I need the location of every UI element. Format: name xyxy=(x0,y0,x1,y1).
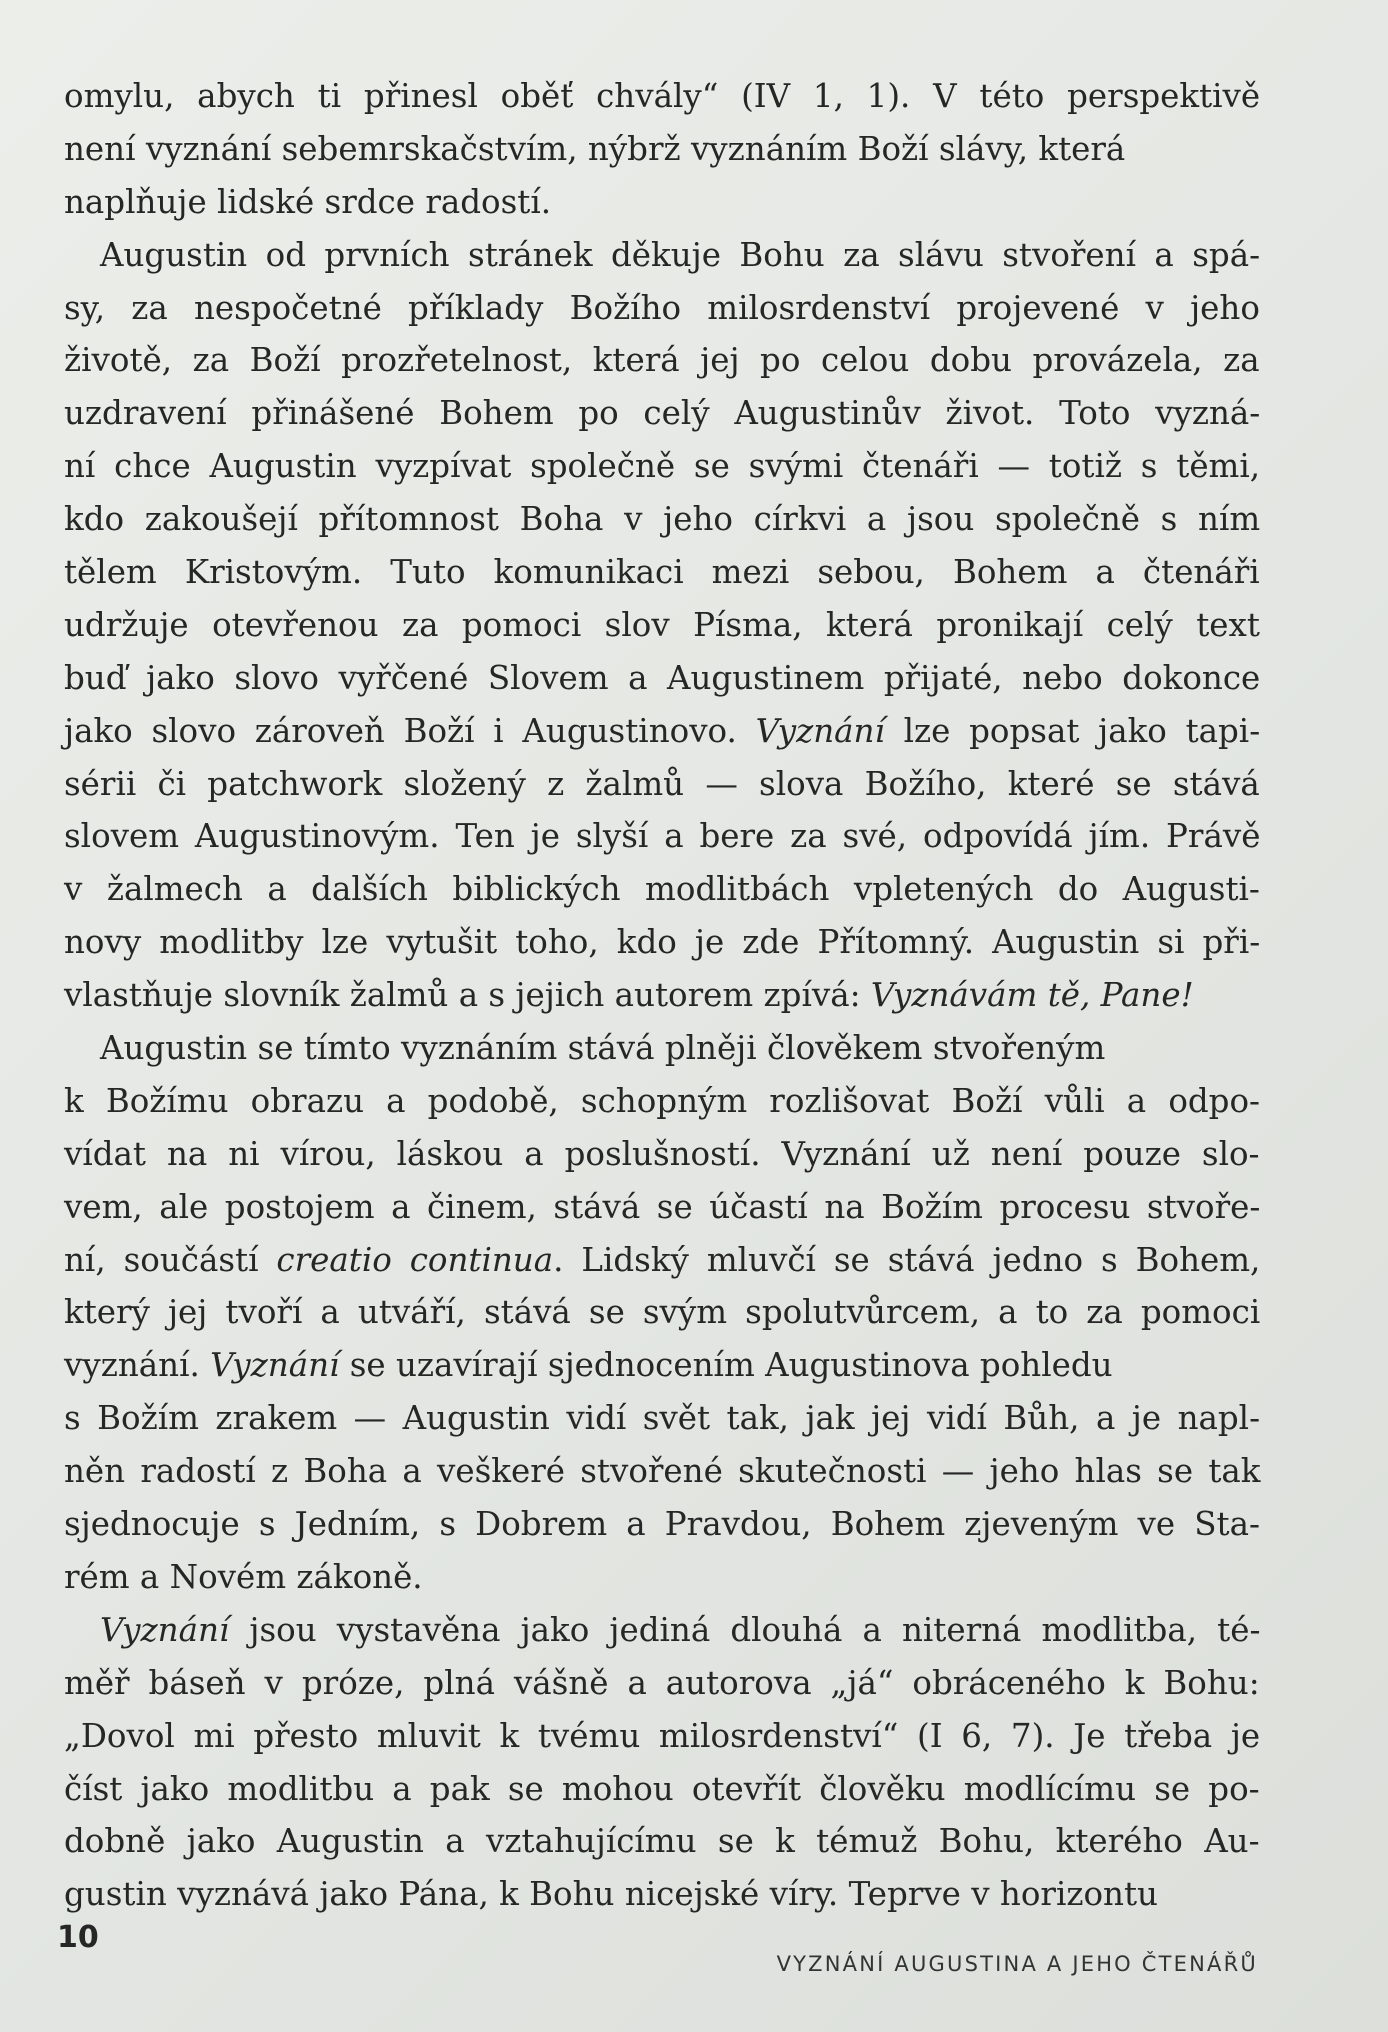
text-line xyxy=(64,652,1260,705)
text-segment: naplňuje lidské srdce radostí. xyxy=(64,182,552,221)
text-line xyxy=(64,1815,1260,1868)
text-line xyxy=(64,810,1260,863)
text-line xyxy=(64,1181,1260,1234)
text-segment: gustin vyznává jako Pána, k Bohu nicejské víry. Teprve v horizontu xyxy=(64,1875,1158,1914)
text-segment: sy, za nespočetné příklady Božího milosrdenství projevené v jeho xyxy=(64,288,1260,327)
text-line xyxy=(64,1657,1260,1710)
body-text xyxy=(64,70,1260,1921)
text-segment: novy modlitby lze vytušit toho, kdo je zde Přítomný. Augustin si při- xyxy=(64,923,1261,962)
text-line xyxy=(64,1128,1260,1181)
text-line xyxy=(64,387,1260,440)
text-line xyxy=(64,70,1260,123)
text-line xyxy=(64,599,1260,652)
page-number: 10 xyxy=(57,1920,99,1955)
text-segment: který jej tvoří a utváří, stává se svým spolutvůrcem, a to za pomoci xyxy=(64,1293,1261,1332)
text-line xyxy=(64,546,1260,599)
text-segment: ní chce Augustin vyzpívat společně se svými čtenáři — totiž s těmi, xyxy=(64,447,1261,486)
italic-text: Vyznání xyxy=(100,1610,230,1649)
text-segment: . Lidský mluvčí se stává jedno s Bohem, xyxy=(553,1240,1261,1279)
text-segment: buď jako slovo vyřčené Slovem a Augustinem přijaté, nebo dokonce xyxy=(64,658,1261,697)
italic-text: Vyznání xyxy=(755,711,885,750)
text-segment: slovem Augustinovým. Ten je slyší a bere za své, odpovídá jím. Právě xyxy=(64,817,1261,856)
text-line xyxy=(64,969,1260,1022)
text-segment: „Dovol mi přesto mluvit k tvému milosrdenství“ (I 6, 7). Je třeba je xyxy=(64,1716,1261,1755)
text-segment: rém a Novém zákoně. xyxy=(64,1557,423,1596)
text-line xyxy=(64,176,1260,229)
text-segment: jako slovo zároveň Boží i Augustinovo. xyxy=(64,711,756,750)
text-line xyxy=(64,1339,1260,1392)
text-segment: životě, za Boží prozřetelnost, která jej po celou dobu provázela, za xyxy=(64,341,1260,380)
text-segment: ní, součástí xyxy=(64,1240,277,1279)
text-segment: sérii či patchwork složený z žalmů — slova Božího, které se stává xyxy=(64,764,1260,803)
text-line xyxy=(64,282,1260,335)
text-line xyxy=(64,493,1260,546)
text-segment: vídat na ni vírou, láskou a poslušností. Vyznání už není pouze slo- xyxy=(64,1134,1260,1173)
text-segment: udržuje otevřenou za pomoci slov Písma, která pronikají celý text xyxy=(64,605,1260,644)
text-segment: k Božímu obrazu a podobě, schopným rozlišovat Boží vůli a odpo- xyxy=(64,1081,1261,1120)
text-segment: lze popsat jako tapi- xyxy=(884,711,1261,750)
text-line xyxy=(64,1392,1260,1445)
text-line xyxy=(64,1286,1260,1339)
text-segment: není vyznání sebemrskačstvím, nýbrž vyznáním Boží slávy, která xyxy=(64,129,1126,168)
italic-text: creatio continua xyxy=(276,1240,554,1279)
text-segment: uzdravení přinášené Bohem po celý Augustinův život. Toto vyzná- xyxy=(64,394,1261,433)
text-segment: vlastňuje slovník žalmů a s jejich autorem zpívá: xyxy=(64,976,871,1015)
text-segment: se uzavírají sjednocením Augustinova pohledu xyxy=(339,1346,1113,1385)
paragraph xyxy=(64,1604,1260,1921)
text-segment: sjednocuje s Jedním, s Dobrem a Pravdou, Bohem zjeveným ve Sta- xyxy=(64,1505,1260,1544)
text-line xyxy=(64,1445,1260,1498)
text-line xyxy=(64,705,1260,758)
text-segment: s Božím zrakem — Augustin vidí svět tak, jak jej vidí Bůh, a je napl- xyxy=(64,1399,1261,1438)
text-line xyxy=(64,1604,1260,1657)
text-line xyxy=(64,334,1260,387)
italic-text: Vyznání xyxy=(210,1346,340,1385)
italic-text: Vyznávám tě, Pane! xyxy=(870,976,1194,1015)
text-segment: tělem Kristovým. Tuto komunikaci mezi sebou, Bohem a čtenáři xyxy=(64,553,1260,592)
text-line xyxy=(64,1551,1260,1604)
text-segment: měř báseň v próze, plná vášně a autorova „já“ obráceného k Bohu: xyxy=(64,1663,1260,1702)
text-line xyxy=(64,863,1260,916)
text-line xyxy=(64,123,1260,176)
text-segment: v žalmech a dalších biblických modlitbách vpletených do Augusti- xyxy=(64,870,1260,909)
text-line xyxy=(64,1234,1260,1287)
text-line xyxy=(64,1498,1260,1551)
text-line xyxy=(64,1022,1260,1075)
text-segment: Augustin se tímto vyznáním stává plněji člověkem stvořeným xyxy=(100,1029,1106,1068)
text-segment: Augustin od prvních stránek děkuje Bohu za slávu stvoření a spá- xyxy=(100,235,1261,274)
text-segment: omylu, abych ti přinesl oběť chvály“ (IV 1, 1). V této perspektivě xyxy=(64,77,1261,115)
text-line xyxy=(64,1868,1260,1921)
text-line xyxy=(64,229,1260,282)
text-segment: vem, ale postojem a činem, stává se účastí na Božím procesu stvoře- xyxy=(64,1187,1261,1226)
text-line xyxy=(64,1075,1260,1128)
text-segment: číst jako modlitbu a pak se mohou otevřít člověku modlícímu se po- xyxy=(64,1769,1260,1808)
text-line xyxy=(64,1710,1260,1763)
text-line xyxy=(64,916,1260,969)
text-line xyxy=(64,758,1260,811)
text-segment: jsou vystavěna jako jediná dlouhá a niterná modlitba, té- xyxy=(229,1610,1261,1649)
running-header: VYZNÁNÍ AUGUSTINA A JEHO ČTENÁŘŮ xyxy=(776,1952,1258,1976)
text-segment: dobně jako Augustin a vztahujícímu se k témuž Bohu, kterého Au- xyxy=(64,1822,1260,1861)
text-line xyxy=(64,440,1260,493)
text-segment: něn radostí z Boha a veškeré stvořené skutečnosti — jeho hlas se tak xyxy=(64,1452,1261,1491)
paragraph xyxy=(64,229,1260,1022)
text-segment: vyznání. xyxy=(64,1346,211,1385)
text-segment: kdo zakoušejí přítomnost Boha v jeho církvi a jsou společně s ním xyxy=(64,500,1261,539)
paragraph xyxy=(64,1022,1260,1604)
paragraph xyxy=(64,70,1260,229)
text-line xyxy=(64,1763,1260,1816)
